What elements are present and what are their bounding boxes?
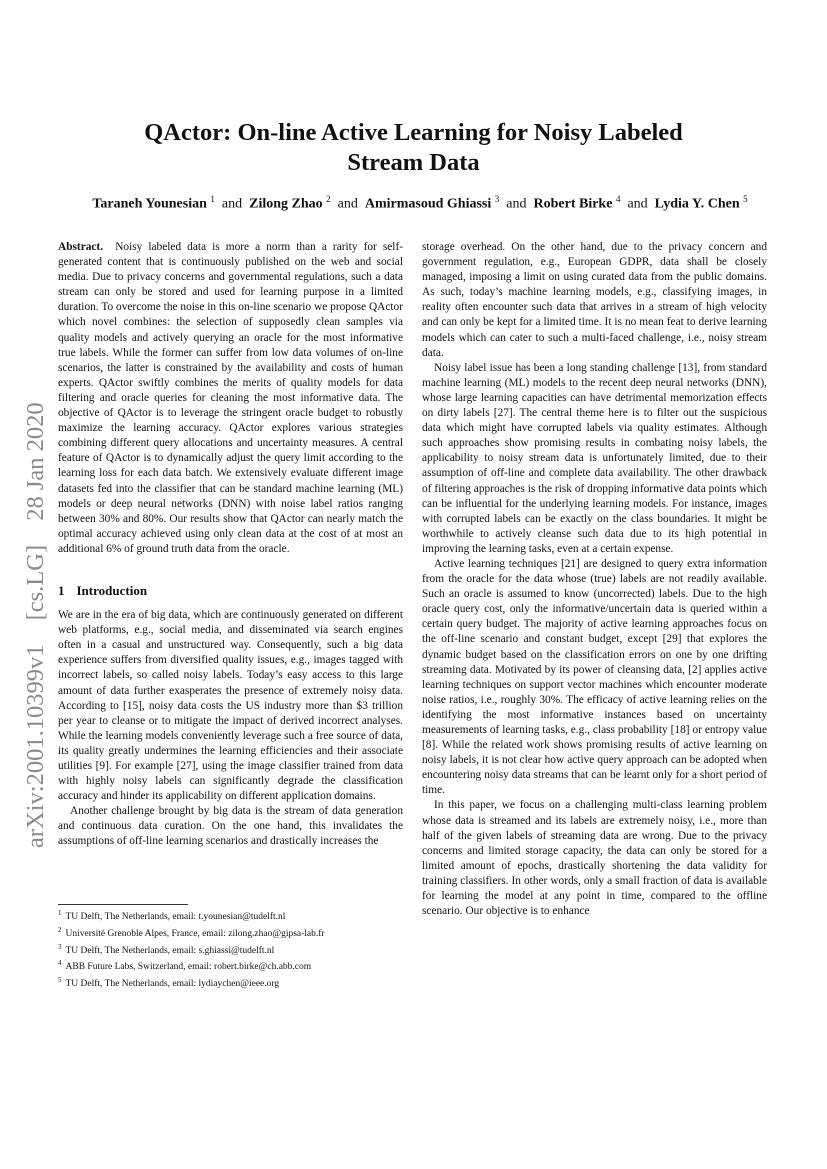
author-separator: and	[627, 196, 648, 212]
footnote	[58, 941, 403, 958]
author-name: Lydia Y. Chen	[654, 196, 740, 212]
body-paragraph: Active learning techniques [21] are designed to query extra information from the oracle for the data whose (true) labels are not readily available. Such an oracle is assumed to know (uncorrected) labels. Due to the high oracle query cost, only the informative/uncertain data is queried within a certain query budget. The majority of active learning approaches focus on the off-line scenario and constant budget, except [29] that explores the dynamic budget based on the classification errors on one by one drifting streaming data. Motivated by its power of cleansing data, [2] applies active learning techniques on support vector machines which encounter moderate noise ratios, i.e., roughly 30%. The efficacy of active learning relies on the identifying the most informative instances based on uncertainty measurements of learning tasks, e.g., class probability [18] or entropy value [8]. While the related work shows promising results of active learning on noisy labels, it is not clear how active query approach can be adopted when encountering noisy data streams that can be learnt only for a short period of time.	[422, 557, 767, 797]
intro-paragraph: Another challenge brought by big data is the stream of data generation and continuous data curation. On the one hand, this invalidates the assumptions of off-line learning scenarios and drastically increases the	[58, 805, 403, 848]
author-affil-mark: 4	[615, 194, 621, 204]
section-title: Introduction	[76, 582, 148, 598]
author-affil-mark: 3	[494, 194, 500, 204]
title-line-2: Stream Data	[347, 149, 480, 176]
footnote-text: Université Grenoble Alpes, France, email: zilong.zhao@gipsa-lab.fr	[65, 928, 325, 939]
body-paragraph: storage overhead. On the other hand, due to the privacy concern and government regulation, e.g., European GDPR, data shall be closely managed, imposing a limit on using curated data from the public domains. As such, today’s machine learning models, e.g., classifying images, in reality often encounter such data that arrives in a stream of high velocity and can only be kept for a limited time. It is no mean feat to derive learning models which can cater to such a multi-faced challenge, i.e., noisy stream data.	[422, 241, 767, 359]
author-name: Taraneh Younesian	[92, 196, 207, 212]
body-paragraph: In this paper, we focus on a challenging multi-class learning problem whose data is streamed and its labels are extremely noisy, i.e., more than half of the given labels of streaming data are wrong. Due to the privacy concerns and limited storage capacity, the data can only be stored for a limited amount of epochs, drastically shortening the data validity for training classifiers. In other words, only a small fraction of data is available for learning the model at any point in time, compared to the offline scenario. Our objective is to enhance	[422, 799, 767, 918]
section-number: 1	[58, 582, 65, 598]
footnote-text: TU Delft, The Netherlands, email: s.ghiassi@tudelft.nl	[65, 945, 275, 956]
footnote	[58, 957, 403, 974]
author-affil-mark: 1	[210, 194, 215, 204]
paper-title	[0, 118, 827, 178]
section-heading	[58, 583, 403, 598]
abstract-text: Noisy labeled data is more a norm than a rarity for self-generated content that is continuously published on the web and social media. Due to privacy concerns and governmental regulations, such a data stream can only be stored and used for learning purpose in a limited duration. To overcome the noise in this on-line scenario we propose QActor which novel combines: the selection of supposedly clean samples via quality models and actively querying an oracle for the most informative true labels. While the former can suffer from low data volumes of on-line scenarios, the latter is constrained by the availability and costs of human experts. QActor swiftly combines the merits of quality models for data filtering and oracle queries for cleaning the most informative data. The objective of QActor is to leverage the stringent oracle budget to robustly maximize the learning accuracy. QActor explores various strategies combining different query allocations and uncertainty measures. A central feature of QActor is to dynamically adjust the query limit according to the learning loss for each data batch. We extensively evaluate different image datasets fed into the classifier that can be standard machine learning (ML) models or deep neural networks (DNN) with noise label ratios ranging between 30% and 80%. Our results show that QActor can nearly match the optimal accuracy achieved using only clean data at the cost of at most an additional 6% of ground truth data from the oracle.	[58, 241, 404, 555]
footnote-mark: 1	[58, 909, 62, 917]
arxiv-category: [cs.LG]	[22, 544, 49, 621]
author-name: Amirmasoud Ghiassi	[364, 196, 492, 212]
left-column	[58, 240, 403, 850]
footnotes	[58, 907, 403, 991]
abstract-label: Abstract.	[58, 241, 104, 253]
author-separator: and	[221, 196, 243, 212]
arxiv-date: 28 Jan 2020	[22, 402, 49, 521]
footnote-mark: 3	[58, 942, 62, 951]
author-affil-mark: 2	[326, 194, 331, 204]
footnote	[58, 924, 403, 941]
author-separator: and	[506, 196, 527, 212]
title-line-1: QActor: On-line Active Learning for Noisy Labeled	[144, 119, 683, 146]
author-separator: and	[337, 196, 358, 212]
footnote-mark: 5	[58, 976, 62, 984]
footnote-mark: 4	[58, 959, 62, 968]
arxiv-identifier-stamp	[22, 328, 62, 848]
author-name: Robert Birke	[533, 196, 613, 212]
author-name: Zilong Zhao	[249, 196, 323, 212]
author-list	[40, 194, 800, 213]
arxiv-id: arXiv:2001.10399v1	[22, 644, 49, 848]
abstract	[58, 240, 403, 557]
body-paragraph: Noisy label issue has been a long standing challenge [13], from standard machine learning (ML) models to the recent deep neural networks (DNN), whose large learning capacities can have detrimental memorization effects on dirty labels [27]. The central theme here is to filter out the suspicious data which might have corrupted labels via quality estimates. Although such approaches show promising results in combating noisy labels, the applicability to noisy stream data is unfortunately limited, due to their assumption of off-line and complete data availability. The other drawback of filtering approaches is the risk of dropping informative data points which can be influential for the underlying learning models. For instance, images with corrupted labels can be exactly on the class boundaries. It might be worthwhile to actively cleanse such data due to its high potential in improving the learning tasks, even at a certain expense.	[422, 361, 767, 555]
footnote	[58, 974, 403, 991]
footnote	[58, 907, 403, 924]
footnote-text: ABB Future Labs, Switzerland, email: robert.birke@ch.abb.com	[65, 962, 312, 973]
footnote-text: TU Delft, The Netherlands, email: lydiaychen@ieee.org	[65, 979, 280, 990]
intro-paragraph: We are in the era of big data, which are continuously generated on different web platforms, e.g., social media, and disseminated via search engines often in a casual and unstructured way. Consequently, such a big data experience suffers from diversified quality issues, e.g., images tagged with incorrect labels, so called noisy labels. Today’s easy access to this large amount of data further exasperates the presence of extremely noisy data. According to [15], noisy data costs the US industry more than $3 trillion per year to cleanse or to mitigate the impact of derived incorrect analyses. While the learning models conveniently leverage such a free source of data, its quality greatly undermines the learning efficiencies and their associate utilities [9]. For example [27], using the image classifier trained from data with highly noisy labels can significantly degrade the classification accuracy and hinder its applicability on different application domains.	[58, 609, 403, 803]
right-column	[422, 240, 767, 919]
author-affil-mark: 5	[743, 194, 748, 204]
footnote-rule	[58, 904, 188, 905]
footnote-mark: 2	[58, 925, 62, 934]
footnote-text: TU Delft, The Netherlands, email: t.younesian@tudelft.nl	[65, 912, 286, 923]
